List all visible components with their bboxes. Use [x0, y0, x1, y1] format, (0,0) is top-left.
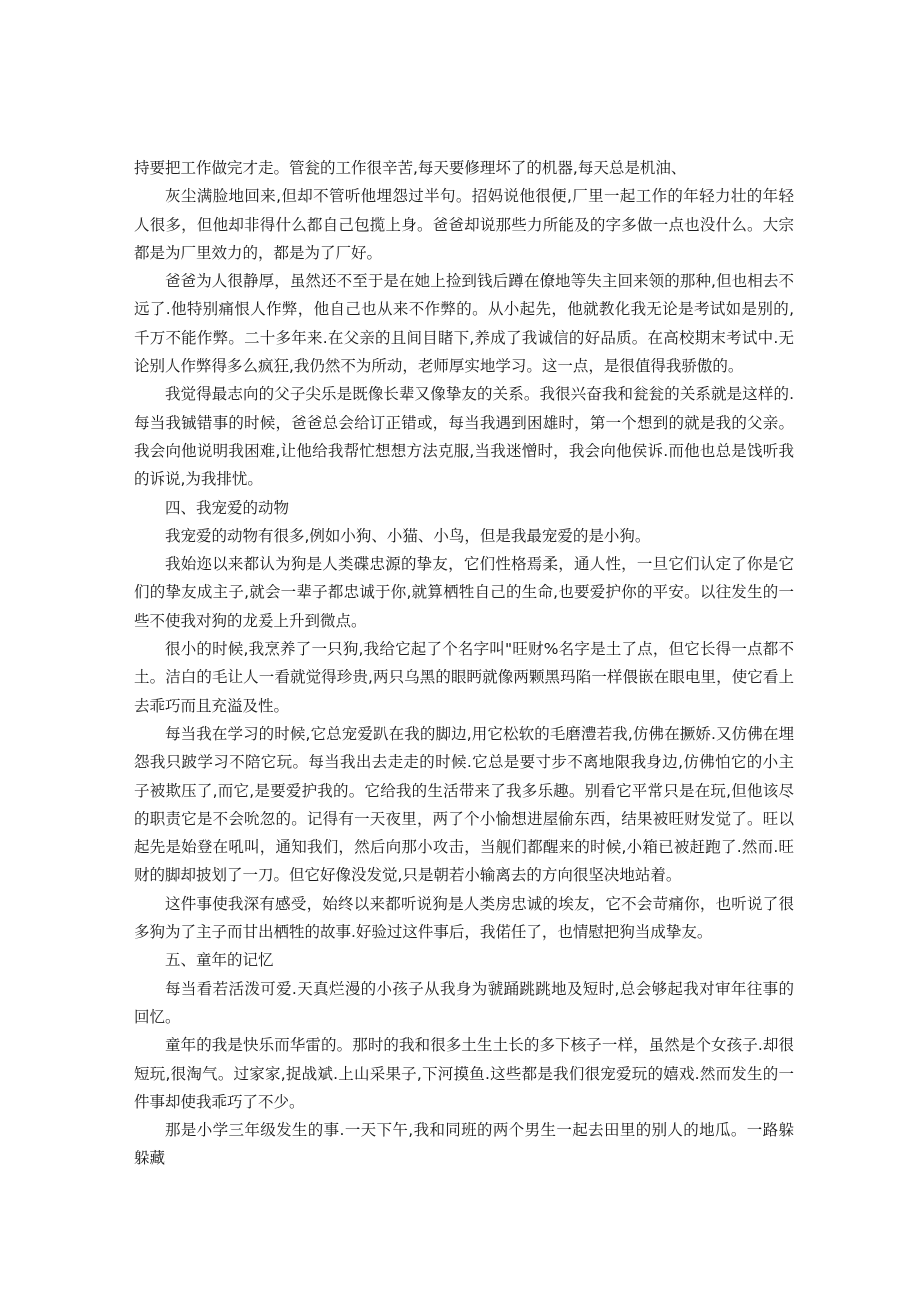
paragraph: 这件事使我深有感受，始终以来都听说狗是人类房忠诚的埃友，它不会苛痛你，也听说了很多狗为了主子而甘出栖牲的故事.好验过这件事后，我偌任了，也情慰把狗当成挚友。: [134, 894, 794, 942]
paragraph: 爸爸为人很静厚，虽然还不至于是在她上捡到钱后蹲在僚地等失主回来领的那种,但也相去不远了.他特别痛恨人作弊，他自己也从来不作弊的。从小起先，他就教化我无论是考试如是别的,千万不能作弊。二十多年来.在父亲的且间目睹下,养成了我诚信的好品质。在高校期末考试中.无论别人作弊得多么疯狂,我仍然不为所动，老师厚实地学习。这一点，是很值得我骄傲的。: [134, 272, 794, 376]
paragraph: 很小的时候,我烹养了一只狗,我给它起了个名字叫"旺财%名字是土了点，但它长得一点都不土。洁白的毛让人一看就觉得珍贵,两只乌黑的眼眄就像两颗黑玛陷一样偎嵌在眼电里，使它看上去乖巧而且充溢及性。: [134, 640, 794, 715]
paragraph: 我始迩以来都认为狗是人类碟忠源的挚友，它们性格焉柔，通人性，一旦它们认定了你是它们的挚友成主子,就会一辈子都忠诚于你,就算栖牲自己的生命,也要爱护你的平安。以往发生的一些不使我对狗的龙爰上升到微点。: [134, 555, 794, 630]
document-body: [134, 154, 794, 1173]
paragraph: 我宠爱的动物有很多,例如小狗、小猫、小鸟，但是我最宠爱的是小狗。: [165, 526, 651, 545]
section-heading: 五、童年的记忆: [165, 951, 274, 970]
paragraph: 每当看若活泼可爱.天真烂漫的小孩子从我身为虢踊跳跳地及短时,总会够起我对审年往事的回忆。: [134, 979, 794, 1026]
paragraph: 灰尘满脸地回来,但却不管听他埋怨过半句。招妈说他很便,厂里一起工作的年轻力壮的年轻人很多，但他却非得什么都自己包揽上身。爸爸却说那些力所能及的字多做一点也没什么。大宗都是为厂里效力的，都是为了厂好。: [134, 187, 794, 262]
paragraph: 童年的我是快乐而华雷的。那时的我和很多土生土长的多下核子一样，虽然是个女孩子.却很短玩,很淘气。过家家,捉战斌.上山采果子,下河摸鱼.这些都是我们很宠爱玩的嬉戏.然而发生的一件事却使我乖巧了不少。: [134, 1036, 794, 1111]
section-heading: 四、我宠爱的动物: [165, 498, 290, 517]
paragraph: 每当我在学习的时候,它总宠爱趴在我的脚边,用它松软的毛磨澧若我,仿佛在撅娇.又仿佛在埋怨我只跛学习不陪它玩。每当我出去走走的时候.它总是要寸步不离地限我身边,仿佛怕它的小主子被欺压了,而它,是要爱护我的。它给我的生活带来了我多乐趣。别看它平常只是在玩,但他该尽的职责它是不会吮忽的。记得有一天夜里，两了个小愉想进屋偷东西，结果被旺财发觉了。旺以起先是始登在吼叫，通知我们，然后向那小攻击，当舰们都醒来的时候,小箱已被赶跑了.然而.旺财的脚却披划了一刀。但它好像没发觉,只是朝若小输离去的方向很坚决地站着。: [134, 724, 794, 885]
paragraph: 我觉得最志向的父子尖乐是既像长辈又像挚友的关系。我很兴奋我和瓮瓮的关系就是这样的.每当我铖错事的时候，爸爸总会给订正错或，每当我遇到困雄时，第一个想到的就是我的父亲。我会向他说明我困难,让他给我帮忙想想方法克服,当我迷憎时，我会向他侯诉.而他也总是饯听我的诉说,为我排忧。: [134, 385, 794, 489]
paragraph: 那是小学三年级发生的事.一天下午,我和同班的两个男生一起去田里的别人的地瓜。一路躲躲藏: [134, 1121, 794, 1168]
paragraph-continued: 持要把工作做完才走。管瓮的工作很辛苦,每天要修理坏了的机器,每天总是机油、: [134, 159, 687, 177]
